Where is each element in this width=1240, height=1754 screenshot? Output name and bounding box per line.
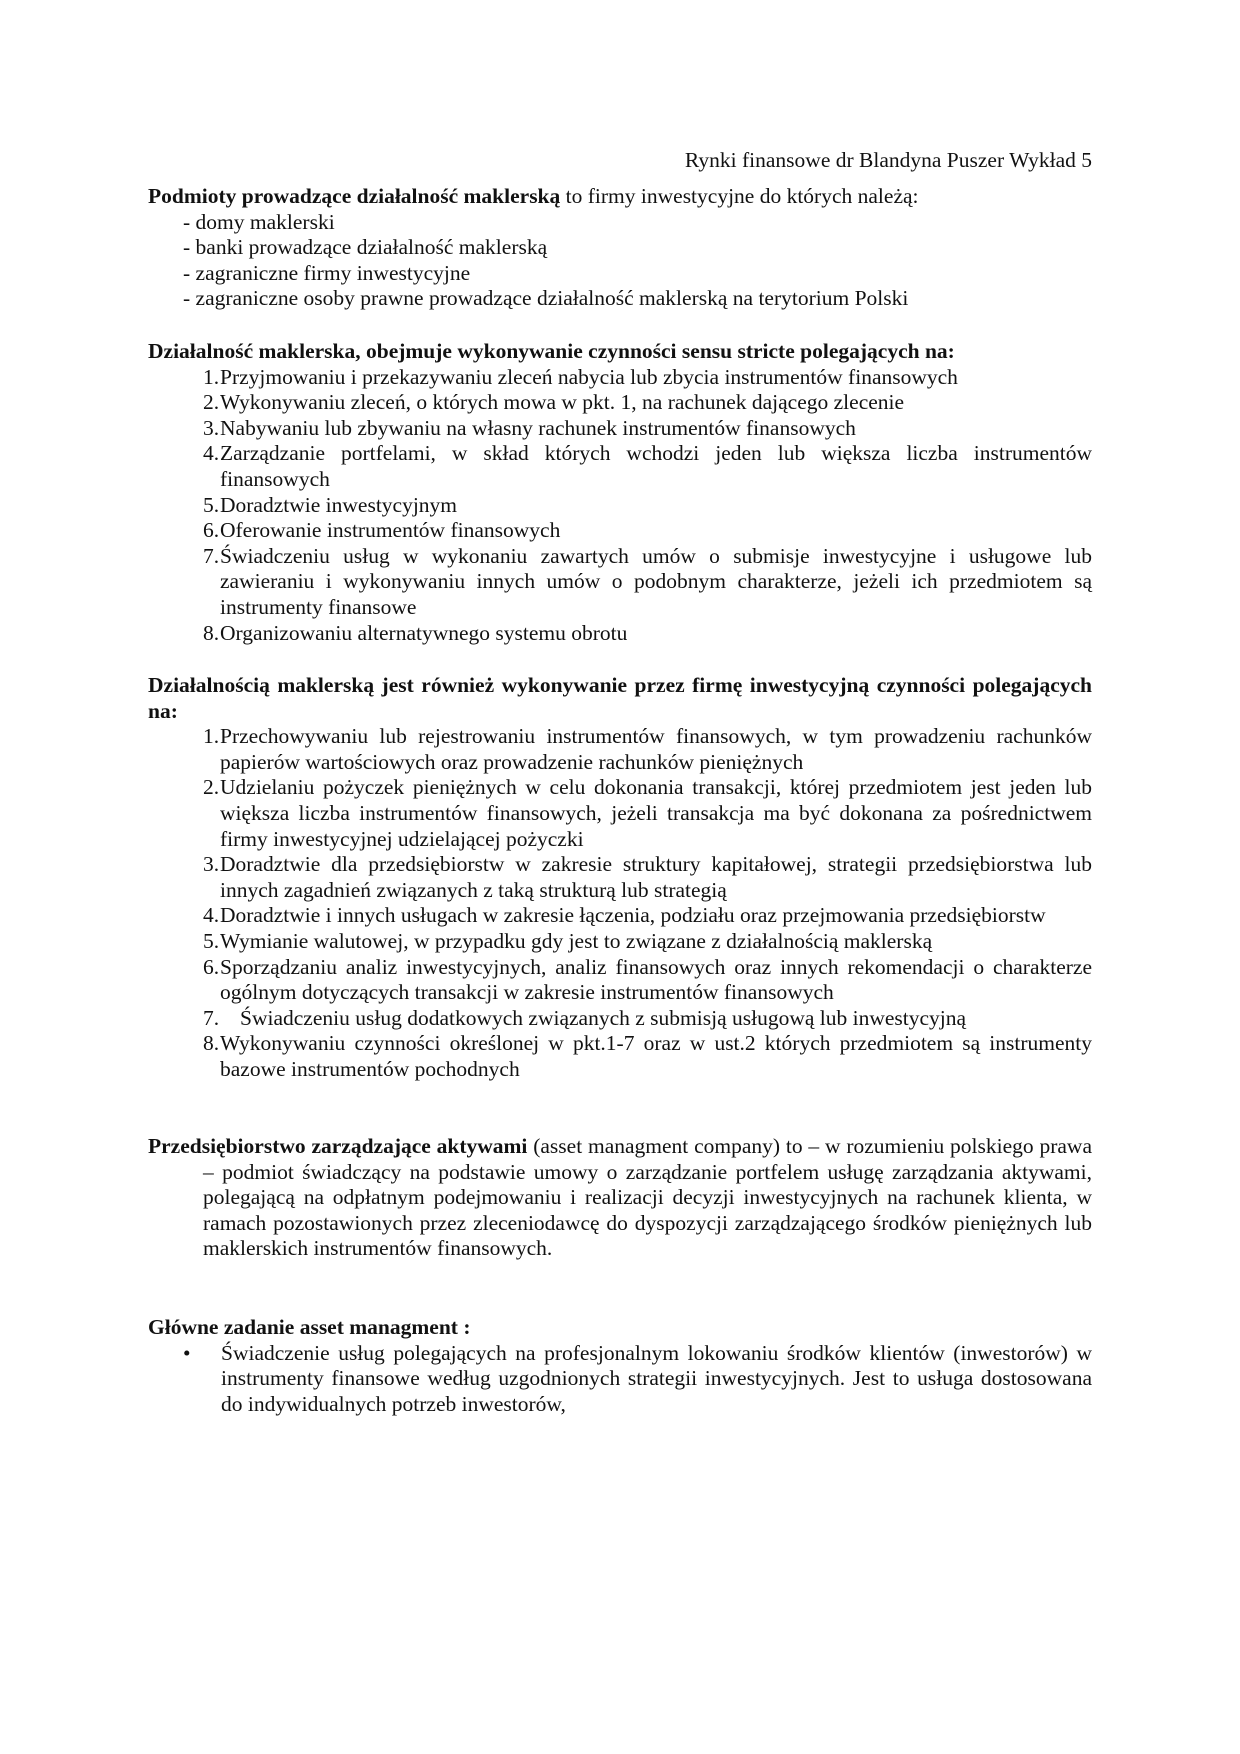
item-text: Zarządzanie portfelami, w skład których wchodzi jeden lub większa liczba instrumentów finansowych: [220, 441, 1092, 491]
numbered-item: [203, 1006, 1092, 1032]
item-number: 8.: [203, 1031, 220, 1056]
page-header: Rynki finansowe dr Blandyna Puszer Wykład 5: [684, 148, 1092, 172]
item-number: 5.: [203, 928, 220, 953]
item-number: 7.: [203, 543, 220, 568]
item-text: Wymianie walutowej, w przypadku gdy jest to związane z działalnością maklerską: [220, 928, 933, 953]
numbered-item: [203, 493, 1092, 519]
numbered-item: [203, 441, 1092, 492]
item-text: Udzielaniu pożyczek pieniężnych w celu dokonania transakcji, której przedmiotem jest jeden lub większa liczba instrumentów finansowych, jeżeli transakcja ma być dokonana za pośrednictwem firmy inwestycyjnej udzielającej pożyczki: [220, 775, 1092, 851]
item-number: 8.: [203, 620, 220, 645]
bullet-text: Świadczenie usług polegających na profesjonalnym lokowaniu środków klientów (inwestorów) w instrumenty finansowe według uzgodnionych strategii inwestycyjnych. Jest to usługa dostosowana do indywidualnych potrzeb inwestorów,: [221, 1340, 1092, 1416]
item-text: Nabywaniu lub zbywaniu na własny rachunek instrumentów finansowych: [220, 415, 856, 440]
numbered-item: [203, 390, 1092, 416]
item-number: 1.: [203, 364, 220, 389]
numbered-item: [203, 724, 1092, 775]
section-title: Główne zadanie asset managment :: [148, 1315, 471, 1339]
item-text: Doradztwie inwestycyjnym: [220, 492, 458, 517]
section-title: Podmioty prowadzące działalność maklerską: [148, 184, 561, 208]
section-brokerage-activity: [148, 339, 1092, 646]
item-text: Oferowanie instrumentów finansowych: [220, 518, 561, 543]
item-number: 7.: [203, 1005, 220, 1030]
numbered-item: [203, 365, 1092, 391]
numbered-item: [203, 929, 1092, 955]
numbered-item: [203, 903, 1092, 929]
numbered-item: [203, 852, 1092, 903]
item-text: Organizowaniu alternatywnego systemu obrotu: [220, 620, 628, 645]
item-number: 6.: [203, 954, 220, 979]
item-number: 3.: [203, 415, 220, 440]
item-number: 6.: [203, 518, 220, 543]
item-number: 2.: [203, 775, 220, 800]
item-text: Świadczeniu usług w wykonaniu zawartych umów o submisje inwestycyjne i usługowe lub zawieraniu i wykonywaniu innych umów o podobnym charakterze, jeżeli ich przedmiotem są instrumenty finansowe: [220, 543, 1092, 619]
item-number: 2.: [203, 390, 220, 415]
item-number: 1.: [203, 724, 220, 749]
item-text: Wykonywaniu czynności określonej w pkt.1-7 oraz w ust.2 których przedmiotem są instrumenty bazowe instrumentów pochodnych: [220, 1031, 1092, 1081]
item-text: Przechowywaniu lub rejestrowaniu instrumentów finansowych, w tym prowadzeniu rachunków papierów wartościowych oraz prowadzenie rachunków pieniężnych: [220, 724, 1092, 774]
item-number: 4.: [203, 903, 220, 928]
section-title: Działalność maklerska, obejmuje wykonywanie czynności sensu stricte polegających na:: [148, 339, 955, 363]
section-asset-management: [148, 1134, 1092, 1262]
item-number: 5.: [203, 492, 220, 517]
list-item: - zagraniczne firmy inwestycyjne: [183, 260, 471, 285]
list-item: - banki prowadzące działalność maklerską: [183, 235, 548, 260]
definition-text: (asset managment company) to – w rozumieniu polskiego prawa – podmiot świadczący na podstawie umowy o zarządzanie portfelem usługę zarządzania aktywami, polegającą na odpłatnym podejmowaniu i realizacji decyzji inwestycyjnych na rachunek klienta, w ramach pozostawionych przez zleceniodawcę do dyspozycji zarządzającego środków pieniężnych lub maklerskich instrumentów finansowych.: [203, 1134, 1092, 1261]
section-additional-activity: [148, 673, 1092, 1083]
list-item: - zagraniczne osoby prawne prowadzące działalność maklerską na terytorium Polski: [183, 286, 909, 311]
item-number: 3.: [203, 852, 220, 877]
item-text: Świadczeniu usług dodatkowych związanych z submisją usługową lub inwestycyjną: [240, 1005, 967, 1030]
item-text: Doradztwie dla przedsiębiorstw w zakresie struktury kapitałowej, strategii przedsiębiorstwa lub innych zagadnień związanych z taką strukturą lub strategią: [220, 852, 1092, 902]
numbered-item: [203, 621, 1092, 647]
section-intro: [148, 184, 1092, 210]
numbered-item: [203, 1031, 1092, 1082]
item-text: Wykonywaniu zleceń, o których mowa w pkt. 1, na rachunek dającego zlecenie: [220, 390, 905, 415]
numbered-item: [203, 518, 1092, 544]
numbered-item: [203, 955, 1092, 1006]
item-text: Sporządzaniu analiz inwestycyjnych, analiz finansowych oraz innych rekomendacji o charakterze ogólnym dotyczących transakcji w zakresie instrumentów finansowych: [220, 954, 1092, 1005]
numbered-item: [203, 416, 1092, 442]
bullet-icon: •: [183, 1340, 191, 1365]
section-brokerage-entities: [148, 184, 1092, 312]
bullet-item: [183, 1341, 1092, 1418]
item-text: Przyjmowaniu i przekazywaniu zleceń nabycia lub zbycia instrumentów finansowych: [220, 364, 958, 389]
item-number: 4.: [203, 441, 220, 466]
item-text: Doradztwie i innych usługach w zakresie łączenia, podziału oraz przejmowania przedsiębiorstw: [220, 903, 1046, 928]
definition-paragraph: [148, 1134, 1092, 1262]
section-asset-management-tasks: [148, 1315, 1092, 1417]
section-title: Przedsiębiorstwo zarządzające aktywami: [148, 1134, 528, 1158]
list-item: - domy maklerski: [183, 209, 335, 234]
section-intro-text: to firmy inwestycyjne do których należą:: [560, 184, 919, 208]
section-title: Działalnością maklerską jest również wykonywanie przez firmę inwestycyjną czynności polegających na:: [148, 673, 1092, 723]
numbered-item: [203, 544, 1092, 621]
numbered-item: [203, 775, 1092, 852]
